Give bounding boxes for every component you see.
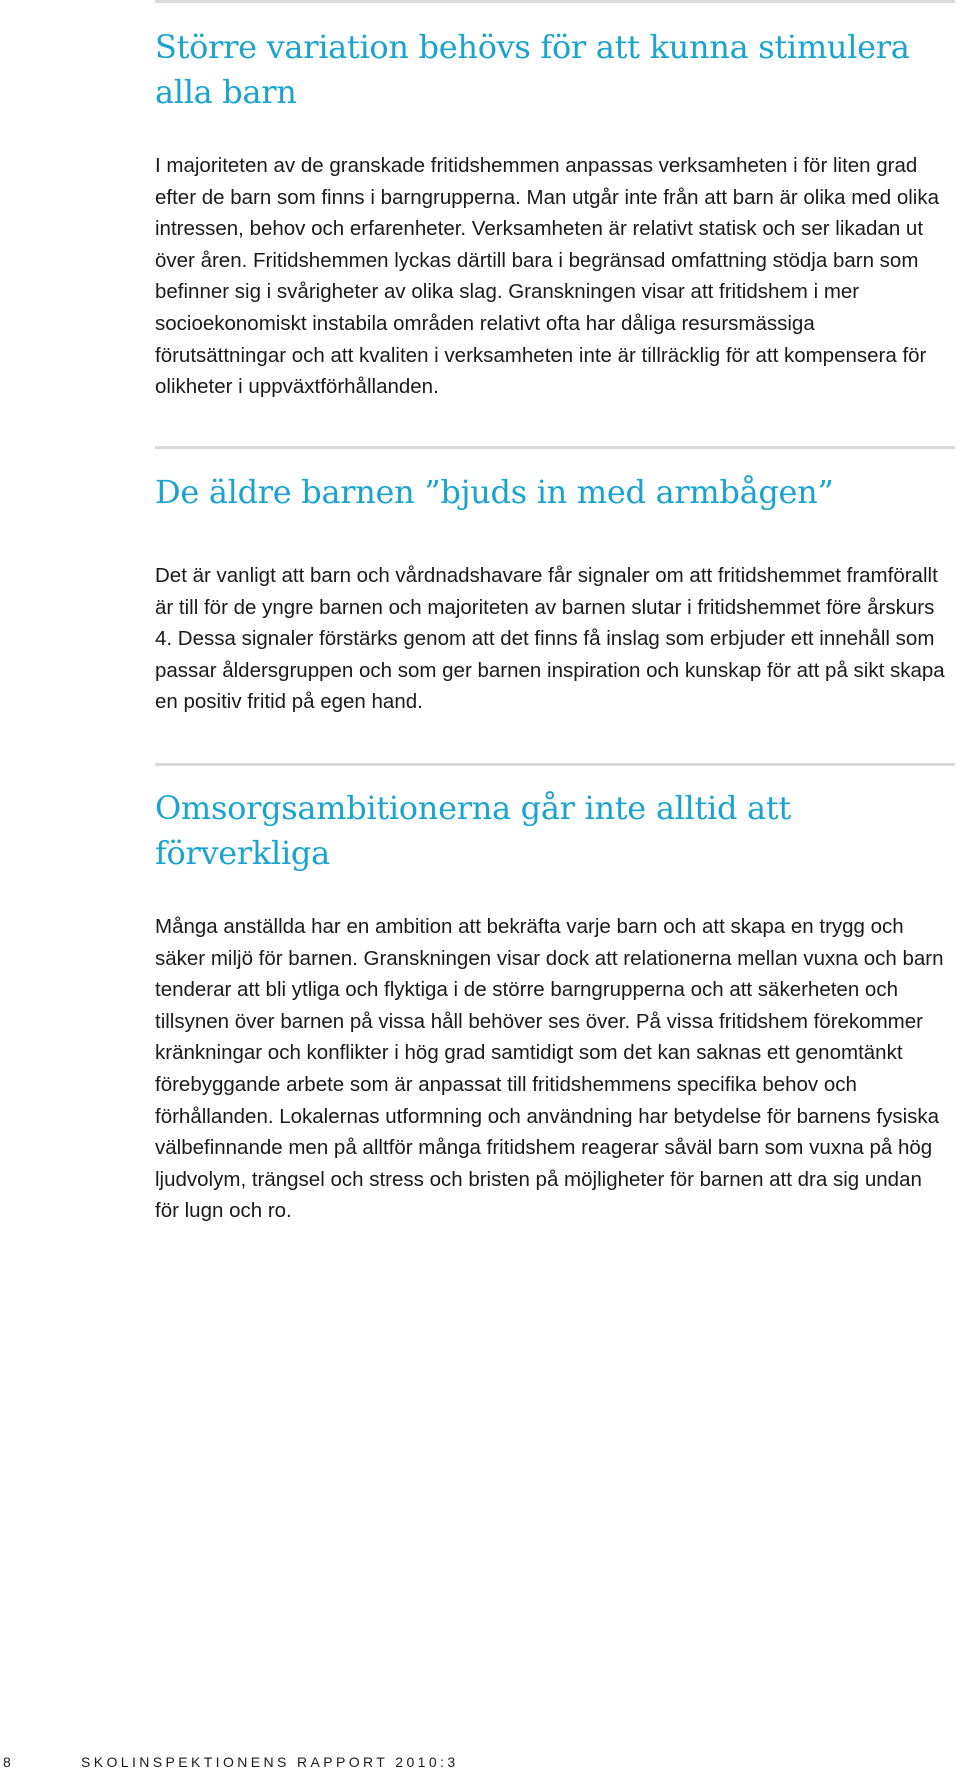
section-body: Många anställda har en ambition att bekräfta varje barn och att skapa en trygg och säker miljö för barnen. Granskningen visar dock att relationerna mellan vuxna och barn tenderar att bli ytliga och flyktiga i de större barngrupperna och att säkerheten och tillsynen över barnen på vissa håll behöver ses över. På vissa fritidshem förekommer kränkningar och konflikter i hög grad samtidigt som det kan saknas ett genomtänkt förebyggande arbete som är anpassat till fritidshemmens specifika behov och förhållanden. Lokalernas utformning och användning har betydelse för barnens fysiska välbefinnande men på alltför många fritidshem reagerar såväl barn som vuxna på hög ljudvolym, trängsel och stress och bristen på möjligheter för barnen att dra sig undan för lugn och ro.	[155, 915, 944, 1223]
report-title: SKOLINSPEKTIONENS RAPPORT 2010:3	[81, 1754, 459, 1770]
section-variation	[155, 0, 955, 403]
section-older-children	[155, 446, 955, 718]
section-heading: De äldre barnen ”bjuds in med armbågen”	[155, 473, 834, 511]
section-divider	[155, 0, 955, 3]
section-body: Det är vanligt att barn och vårdnadshavare får signaler om att fritidshemmet framförallt är till för de yngre barnen och majoriteten av barnen slutar i fritidshemmet före årskurs 4. Dessa signaler förstärks genom att det finns få inslag som erbjuder ett innehåll som passar åldersgruppen och som ger barnen inspiration och kunskap för att på sikt skapa en positiv fritid på egen hand.	[155, 564, 945, 714]
section-care-ambitions	[155, 763, 955, 1227]
section-divider	[155, 763, 955, 766]
section-body: I majoriteten av de granskade fritidshemmen anpassas verksamheten i för liten grad efter de barn som finns i barngrupperna. Man utgår inte från att barn är olika med olika intressen, behov och erfarenheter. Verksamheten är relativt statisk och ser likadan ut över åren. Fritidshemmen lyckas därtill bara i begränsad omfattning stödja barn som befinner sig i svårigheter av olika slag. Granskningen visar att fritidshem i mer socioekonomiskt instabila områden relativt ofta har dåliga resursmässiga förutsättningar och att kvaliten i verksamheten inte är tillräcklig för att kompensera för olikheter i uppväxtförhållanden.	[155, 154, 939, 399]
section-divider	[155, 446, 955, 449]
section-heading: Omsorgsambitionerna går inte alltid att förverkliga	[155, 789, 791, 872]
page-footer	[0, 1754, 960, 1774]
section-heading: Större variation behövs för att kunna stimulera alla barn	[155, 28, 910, 111]
page-number: 8	[3, 1754, 11, 1770]
